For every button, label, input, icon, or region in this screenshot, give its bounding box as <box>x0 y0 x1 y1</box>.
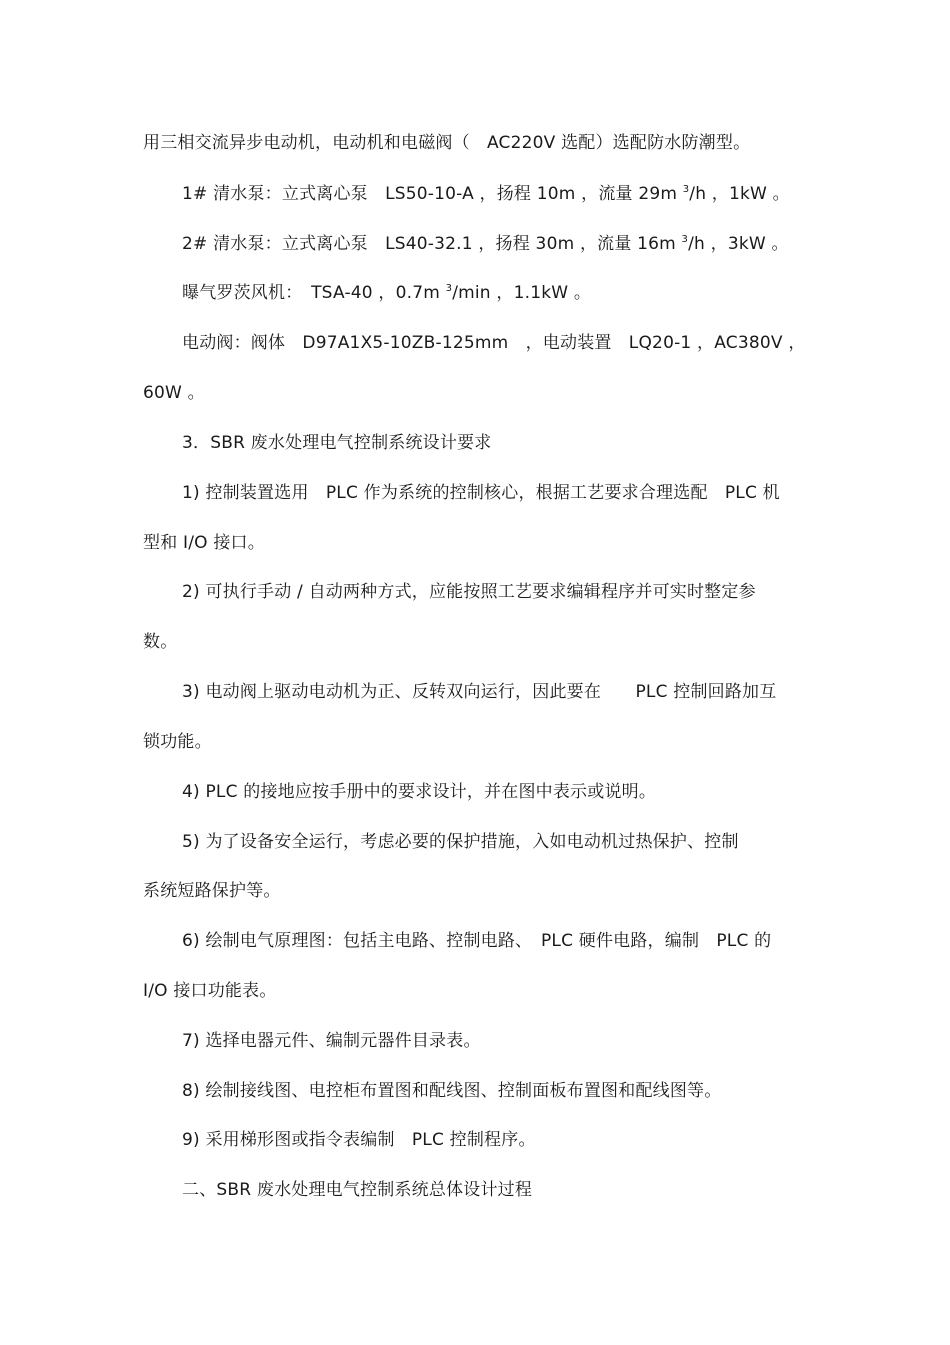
text-line: 3) 电动阀上驱动电动机为正、反转双向运行，因此要在 PLC 控制回路加互 <box>182 682 777 702</box>
text-fragment: 曝气罗茨风机： TSA-40 ，0.7m <box>182 283 446 303</box>
text-fragment: /h ，3kW 。 <box>688 234 789 254</box>
superscript: 3 <box>681 234 689 245</box>
text-line: 电动阀：阀体 D97A1X5-10ZB-125mm ，电动装置 LQ20-1 ，AC380V ， <box>182 333 806 353</box>
section-heading: 二、SBR 废水处理电气控制系统总体设计过程 <box>182 1180 533 1200</box>
text-line: 型和 I/O 接口。 <box>143 533 265 553</box>
text-line: 8) 绘制接线图、电控柜布置图和配线图、控制面板布置图和配线图等。 <box>182 1081 722 1101</box>
text-line: 9) 采用梯形图或指令表编制 PLC 控制程序。 <box>182 1130 536 1150</box>
text-line: 7) 选择电器元件、编制元器件目录表。 <box>182 1031 481 1051</box>
blower-spec <box>182 282 591 304</box>
text-fragment: 2# 清水泵：立式离心泵 LS40-32.1 ，扬程 30m ，流量 16m <box>182 234 682 254</box>
text-line: 60W 。 <box>143 383 205 403</box>
text-line: I/O 接口功能表。 <box>143 981 277 1001</box>
superscript: 3 <box>682 184 690 195</box>
text-line: 4) PLC 的接地应按手册中的要求设计，并在图中表示或说明。 <box>182 782 657 802</box>
text-fragment: /h ，1kW 。 <box>689 184 790 204</box>
text-line: 2) 可执行手动 / 自动两种方式，应能按照工艺要求编辑程序并可实时整定参 <box>182 582 756 602</box>
text-line: 用三相交流异步电动机，电动机和电磁阀（ AC220V 选配）选配防水防潮型。 <box>143 133 751 153</box>
superscript: 3 <box>445 283 453 294</box>
text-line: 数。 <box>143 632 178 652</box>
text-line: 系统短路保护等。 <box>143 881 281 901</box>
text-line: 5) 为了设备安全运行，考虑必要的保护措施，入如电动机过热保护、控制 <box>182 832 739 852</box>
text-line: 6) 绘制电气原理图：包括主电路、控制电路、 PLC 硬件电路，编制 PLC 的 <box>182 931 772 951</box>
section-heading: 3．SBR 废水处理电气控制系统设计要求 <box>182 433 492 453</box>
text-fragment: /min ，1.1kW 。 <box>452 283 592 303</box>
text-line: 1) 控制装置选用 PLC 作为系统的控制核心，根据工艺要求合理选配 PLC 机 <box>182 483 780 503</box>
pump1-spec <box>182 183 790 205</box>
pump2-spec <box>182 233 789 255</box>
text-line: 锁功能。 <box>143 732 212 752</box>
text-fragment: 1# 清水泵：立式离心泵 LS50-10-A ，扬程 10m ，流量 29m <box>182 184 683 204</box>
